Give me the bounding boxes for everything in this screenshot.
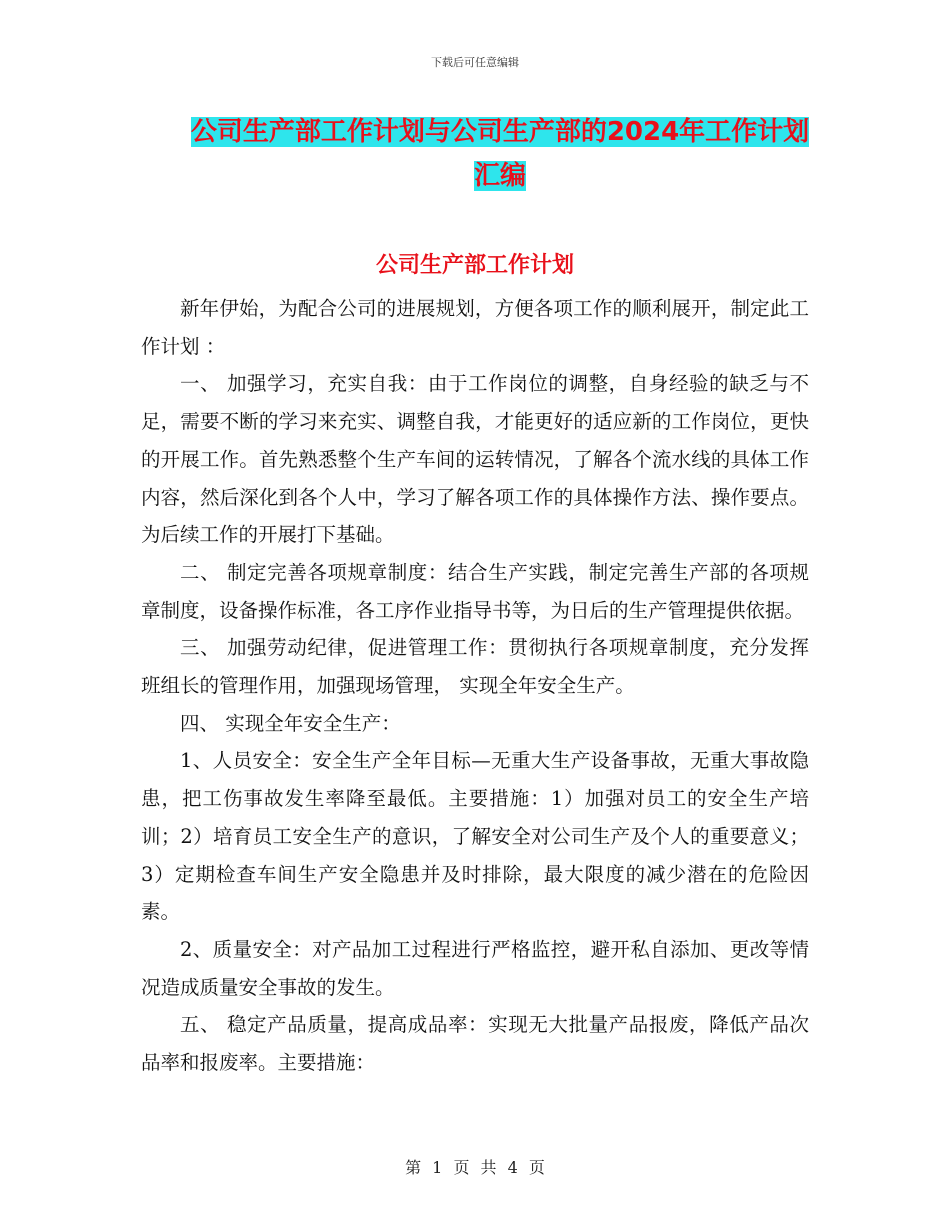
paragraph-item-5: 五、 稳定产品质量，提高成品率：实现无大批量产品报废，降低产品次品率和报废率。主要措施： <box>141 1013 809 1075</box>
paragraph-item-4: 四、 实现全年安全生产： <box>180 711 401 735</box>
page-footer: 第 1 页 共 4 页 <box>405 1158 545 1177</box>
paragraph-item-2: 二、 制定完善各项规章制度：结合生产实践，制定完善生产部的各项规章制度，设备操作标准，各工序作业指导书等，为日后的生产管理提供依据。 <box>141 560 809 622</box>
document-body <box>141 290 809 1082</box>
paragraph-intro: 新年伊始，为配合公司的进展规划，方便各项工作的顺利展开，制定此工作计划 ： <box>141 297 809 358</box>
document-title-line-1: 公司生产部工作计划与公司生产部的2024年工作计划 <box>190 117 810 147</box>
document-title <box>140 110 860 198</box>
document-title-line-2: 汇编 <box>473 161 526 191</box>
paragraph-item-3: 三、 加强劳动纪律，促进管理工作：贯彻执行各项规章制度，充分发挥班组长的管理作用，加强现场管理， 实现全年安全生产。 <box>141 636 809 698</box>
paragraph-item-1: 一、 加强学习，充实自我：由于工作岗位的调整，自身经验的缺乏与不足，需要不断的学习来充实、调整自我，才能更好的适应新的工作岗位，更快的开展工作。首先熟悉整个生产车间的运转情况，了解各个流水线的具体工作内容，然后深化到各个人中，学习了解各项工作的具体操作方法、操作要点。为后续工作的开展打下基础。 <box>141 372 809 547</box>
paragraph-personnel-safety: 1、人员安全：安全生产全年目标—无重大生产设备事故，无重大事故隐患，把工伤事故发生率降至最低。主要措施：1）加强对员工的安全生产培训；2）培育员工安全生产的意识，了解安全对公司生产及个人的重要意义；3）定期检查车间生产安全隐患并及时排除，最大限度的减少潜在的危险因素。 <box>141 749 809 924</box>
paragraph-quality-safety: 2、质量安全：对产品加工过程进行严格监控，避开私自添加、更改等情况造成质量安全事故的发生。 <box>141 937 809 999</box>
header-note: 下载后可任意编辑 <box>431 56 519 69</box>
section-title: 公司生产部工作计划 <box>375 253 574 278</box>
